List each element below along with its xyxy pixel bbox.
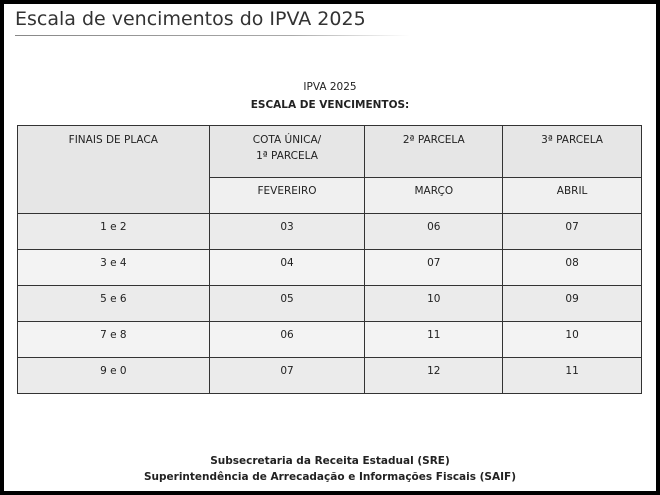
cell-cota (209, 322, 365, 358)
cell-third (503, 286, 642, 322)
month-second-label: MARÇO (414, 185, 454, 197)
cell-cota (209, 286, 365, 322)
month-third (503, 178, 642, 214)
cell-plate-value: 7 e 8 (100, 329, 127, 341)
header-third (503, 126, 642, 178)
footer-line-2: Superintendência de Arrecadação e Informações Fiscais (SAIF) (143, 471, 517, 483)
cell-cota (209, 358, 365, 394)
cell-third (503, 250, 642, 286)
header-third-label: 3ª PARCELA (541, 134, 603, 146)
month-cota (209, 178, 365, 214)
cell-third (503, 214, 642, 250)
cell-plate-value: 3 e 4 (100, 257, 127, 269)
header-second (365, 126, 503, 178)
month-second (365, 178, 503, 214)
page-title: Escala de vencimentos do IPVA 2025 (15, 8, 366, 30)
table-row (18, 250, 642, 286)
cell-cota-value: 04 (280, 257, 294, 269)
header-plate-label: FINAIS DE PLACA (68, 134, 158, 146)
cell-plate (18, 250, 210, 286)
cell-cota-value: 03 (280, 221, 294, 233)
header-cota (209, 126, 365, 178)
cell-second-value: 12 (427, 365, 441, 377)
footer (4, 453, 656, 485)
cell-second-value: 10 (427, 293, 441, 305)
cell-plate-value: 9 e 0 (100, 365, 127, 377)
table-row (18, 286, 642, 322)
cell-third (503, 358, 642, 394)
month-third-label: ABRIL (556, 185, 588, 197)
header-cota-line2: 1ª PARCELA (256, 150, 318, 162)
page-frame (4, 4, 656, 491)
cell-plate (18, 214, 210, 250)
title-divider (15, 35, 410, 36)
cell-cota-value: 05 (280, 293, 294, 305)
cell-third-value: 11 (565, 365, 579, 377)
cell-second (365, 358, 503, 394)
cell-third-value: 09 (565, 293, 579, 305)
header-cota-line1: COTA ÚNICA/ (252, 134, 322, 146)
cell-third-value: 10 (565, 329, 579, 341)
cell-third-value: 08 (565, 257, 579, 269)
document-heading (4, 78, 656, 114)
cell-second-value: 07 (427, 257, 441, 269)
document-title: IPVA 2025 (303, 81, 357, 93)
header-cota-label (210, 126, 365, 164)
cell-plate-value: 1 e 2 (100, 221, 127, 233)
header-plate (18, 126, 210, 214)
cell-cota-value: 06 (280, 329, 294, 341)
header-second-label: 2ª PARCELA (402, 134, 465, 146)
footer-line-1: Subsecretaria da Receita Estadual (SRE) (210, 455, 450, 467)
schedule-table (17, 125, 642, 394)
cell-cota-value: 07 (280, 365, 294, 377)
cell-second (365, 286, 503, 322)
cell-second (365, 322, 503, 358)
cell-second-value: 06 (427, 221, 441, 233)
cell-cota (209, 214, 365, 250)
cell-second (365, 214, 503, 250)
cell-plate-value: 5 e 6 (100, 293, 127, 305)
cell-plate (18, 358, 210, 394)
cell-second (365, 250, 503, 286)
table-header-row (18, 126, 642, 178)
month-cota-label: FEVEREIRO (257, 185, 317, 197)
document-subtitle: ESCALA DE VENCIMENTOS: (250, 99, 410, 111)
cell-second-value: 11 (427, 329, 441, 341)
table-row (18, 322, 642, 358)
table-row (18, 214, 642, 250)
cell-third-value: 07 (565, 221, 579, 233)
cell-third (503, 322, 642, 358)
cell-plate (18, 322, 210, 358)
cell-cota (209, 250, 365, 286)
cell-plate (18, 286, 210, 322)
table-row (18, 358, 642, 394)
